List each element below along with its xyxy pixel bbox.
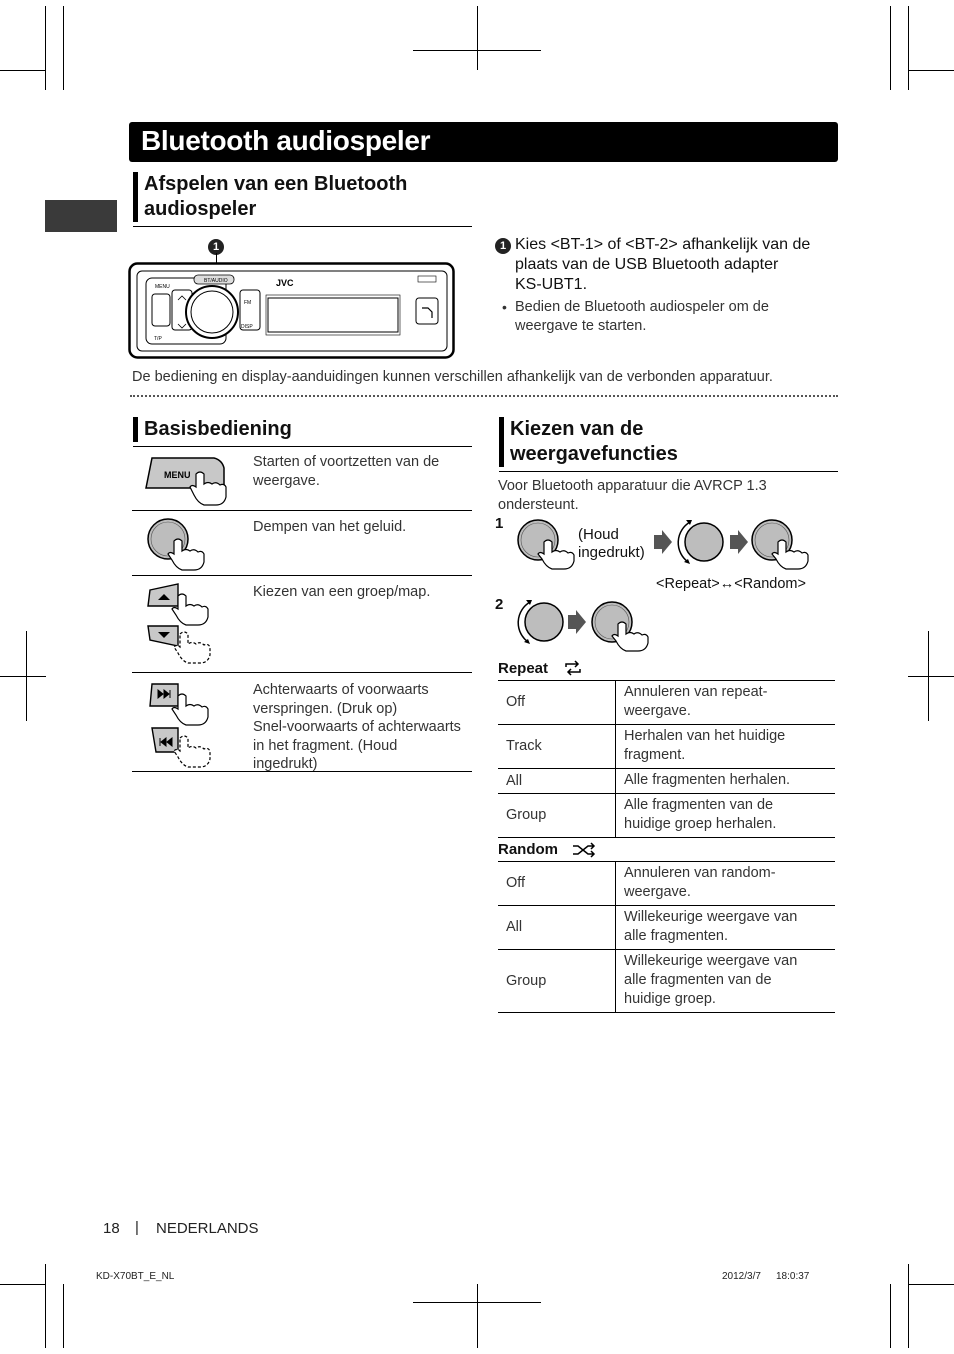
dotted-divider — [130, 395, 838, 397]
bullet-line: weergave te starten. — [515, 318, 647, 334]
step2-number: 2 — [495, 596, 504, 613]
option-key: Off — [498, 862, 616, 906]
repeat-icon — [563, 660, 583, 676]
value-line: Alle fragmenten herhalen. — [624, 772, 791, 788]
heading-line: weergavefuncties — [510, 443, 678, 465]
crop-mark — [63, 6, 64, 90]
row-description — [253, 518, 473, 537]
crop-mark — [890, 6, 891, 90]
step-number — [495, 236, 511, 254]
basic-row-skip — [132, 674, 472, 772]
heading-line: Kiezen van de — [510, 418, 644, 440]
desc-line: weergave. — [253, 472, 320, 489]
knob-press-icon — [748, 514, 814, 574]
table-row — [498, 681, 835, 725]
hold-label — [578, 526, 645, 562]
repeat-table — [498, 680, 835, 838]
arrow-right-icon — [566, 609, 588, 635]
option-value — [616, 862, 836, 906]
desc-line: Kiezen van een groep/map. — [253, 584, 431, 600]
crop-mark — [908, 1284, 954, 1285]
step-text-line: KS-UBT1. — [515, 276, 588, 293]
table-row — [498, 794, 835, 838]
desc-line: verspringen. (Druk op) — [253, 700, 398, 717]
repeat-label — [498, 660, 548, 677]
section-rule — [133, 226, 472, 227]
bullet-line: Bedien de Bluetooth audiospeler om de — [515, 299, 769, 315]
section-heading-modes — [499, 417, 840, 467]
crop-mark — [45, 6, 46, 90]
value-line: weergave. — [624, 884, 691, 900]
row-description — [253, 453, 473, 490]
intro-line: Voor Bluetooth apparatuur die AVRCP 1.3 — [498, 478, 767, 494]
value-line: Annuleren van repeat- — [624, 684, 768, 700]
step1-number: 1 — [495, 515, 504, 532]
value-line: alle fragmenten. — [624, 928, 728, 944]
value-line: Annuleren van random- — [624, 865, 776, 881]
shuffle-icon — [572, 842, 598, 858]
basic-row-group — [132, 576, 472, 673]
option-key: All — [498, 906, 616, 950]
callout-number-circle: 1 — [208, 239, 224, 255]
row-description — [253, 583, 473, 602]
desc-line: Starten of voortzetten van de — [253, 454, 440, 470]
bullet-dot: • — [502, 299, 507, 315]
table-row — [498, 906, 835, 950]
crop-mark — [45, 1264, 46, 1348]
value-line: weergave. — [624, 703, 691, 719]
crop-mark — [0, 676, 46, 677]
option-value — [616, 906, 836, 950]
section-rule — [499, 471, 838, 472]
skip-buttons-icon — [144, 678, 239, 770]
step-text — [515, 235, 835, 295]
crop-mark — [908, 70, 954, 71]
table-row — [498, 862, 835, 906]
table-row — [498, 769, 835, 794]
option-value — [616, 769, 836, 794]
option-key: Group — [498, 950, 616, 1013]
desc-line: Snel-voorwaarts of achterwaarts — [253, 719, 461, 735]
knob-rotate-icon — [674, 514, 730, 570]
option-value — [616, 950, 836, 1013]
knob-press-icon — [144, 515, 234, 573]
desc-line: in het fragment. (Houd — [253, 737, 398, 754]
up-down-buttons-icon — [144, 580, 239, 670]
hold-line: (Houd — [578, 526, 619, 543]
bullet-text — [515, 298, 835, 336]
table-row — [498, 950, 835, 1013]
brand-logo: JVC — [276, 278, 294, 288]
option-key: Track — [498, 725, 616, 769]
value-line: Willekeurige weergave van — [624, 953, 798, 969]
knob-hold-icon — [514, 514, 580, 574]
arrow-right-icon — [652, 529, 674, 555]
crop-mark — [0, 70, 46, 71]
usb-port-label: BT/AUDIO — [204, 278, 228, 284]
repeat-random-toggle: <Repeat>↔<Random> — [656, 576, 806, 592]
footer-language: NEDERLANDS — [156, 1220, 259, 1237]
heading-line: Basisbediening — [144, 418, 292, 440]
menu-label: MENU — [155, 284, 170, 290]
option-value — [616, 725, 836, 769]
crop-mark — [26, 631, 27, 721]
value-line: alle fragmenten van de — [624, 972, 772, 988]
print-time: 18:0:37 — [776, 1271, 810, 1282]
option-value — [616, 794, 836, 838]
section-heading-playback — [133, 172, 474, 222]
file-id: KD-X70BT_E_NL — [96, 1271, 175, 1282]
arrow-right-icon — [728, 529, 750, 555]
crop-mark — [477, 1284, 478, 1348]
crop-mark — [928, 631, 929, 721]
value-line: Herhalen van het huidige — [624, 728, 786, 744]
option-key: Group — [498, 794, 616, 838]
basic-row-menu — [132, 446, 472, 511]
page-number: 18 — [103, 1220, 120, 1237]
disp-label: DISP — [241, 324, 253, 330]
car-stereo-illustration — [128, 262, 456, 360]
value-line: fragment. — [624, 747, 686, 763]
step-text-line: plaats van de USB Bluetooth adapter — [515, 256, 779, 273]
random-table — [498, 861, 835, 1013]
option-value — [616, 681, 836, 725]
crop-mark — [0, 1284, 46, 1285]
crop-mark — [890, 1284, 891, 1348]
value-line: Alle fragmenten van de — [624, 797, 774, 813]
basic-row-mute — [132, 511, 472, 576]
crop-mark — [908, 6, 909, 90]
random-label-text: Random — [498, 841, 558, 858]
value-line: huidige groep herhalen. — [624, 816, 777, 832]
desc-line: Dempen van het geluid. — [253, 519, 407, 535]
page-note: De bediening en display-aanduidingen kunnen verschillen afhankelijk van de verbonden apparatuur. — [132, 369, 773, 385]
desc-line: Achterwaarts of voorwaarts — [253, 682, 429, 698]
heading-line: Afspelen van een Bluetooth — [144, 173, 408, 195]
knob-press-icon — [588, 596, 654, 656]
table-row — [498, 725, 835, 769]
value-line: Willekeurige weergave van — [624, 909, 798, 925]
fm-label: FM — [244, 300, 252, 306]
row-description — [253, 681, 473, 774]
crop-mark — [908, 1264, 909, 1348]
knob-rotate-icon — [512, 594, 568, 650]
crop-mark — [63, 1284, 64, 1348]
option-key: Off — [498, 681, 616, 725]
menu-button-icon — [144, 452, 234, 506]
menu-key-label: MENU — [164, 470, 191, 480]
repeat-label-text: Repeat — [498, 660, 549, 677]
desc-line: ingedrukt) — [253, 756, 318, 772]
step-text-line: Kies <BT-1> of <BT-2> afhankelijk van de — [515, 236, 811, 253]
page-title: Bluetooth audiospeler — [141, 125, 431, 156]
value-line: huidige groep. — [624, 991, 716, 1007]
print-date: 2012/3/7 — [722, 1271, 761, 1282]
tp-label: T/P — [154, 336, 162, 342]
crop-mark — [908, 676, 954, 677]
page-title-bar — [129, 122, 838, 162]
heading-line: audiospeler — [144, 198, 257, 220]
crop-mark — [477, 6, 478, 70]
modes-intro — [498, 477, 838, 515]
option-key: All — [498, 769, 616, 794]
intro-line: ondersteunt. — [498, 497, 579, 513]
footer-separator: | — [135, 1219, 139, 1236]
section-heading-basic — [133, 417, 474, 442]
step-number-circle: 1 — [495, 238, 511, 254]
hold-line: ingedrukt) — [578, 544, 645, 561]
random-label — [498, 841, 558, 858]
language-side-tab — [45, 200, 117, 232]
